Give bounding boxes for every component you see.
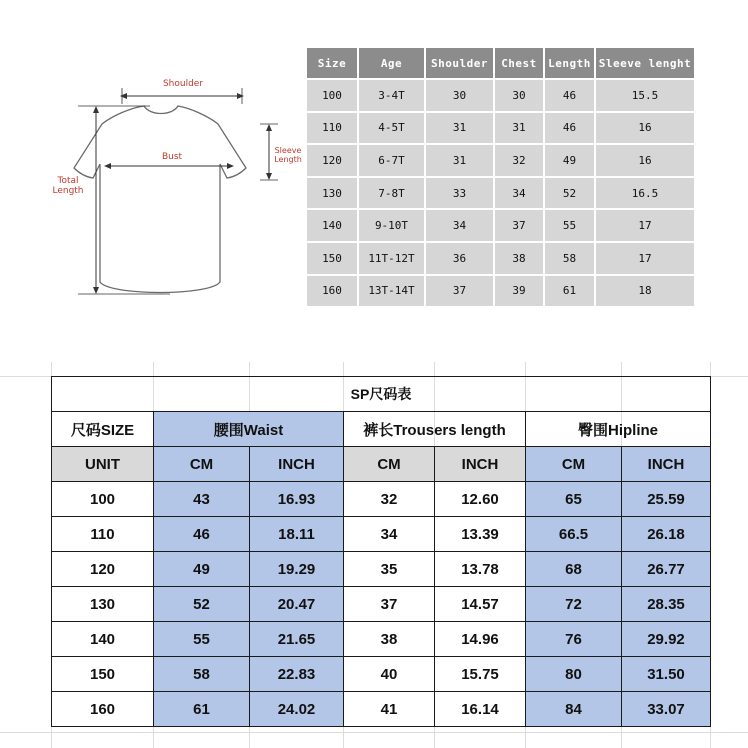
shoulder-label: Shoulder [162,79,204,89]
waist-cm-cell: 49 [154,552,250,587]
hip-cm-cell: 66.5 [526,517,622,552]
header-sleeve-length: Sleeve lenght [596,48,694,78]
bust-label: Bust [161,152,183,162]
age-cell: 11T-12T [359,243,424,274]
size-cell: 150 [52,657,154,692]
size-cell: 140 [52,622,154,657]
waist-inch-cell: 19.29 [250,552,344,587]
sp-size-table [51,376,711,727]
table-title-row [52,377,711,412]
chest-cell: 37 [495,210,543,241]
shoulder-cell: 36 [426,243,493,274]
age-cell: 6-7T [359,145,424,176]
size-cell: 120 [307,145,357,176]
table-row [307,113,694,144]
sleeve-label-line2: Length [274,155,302,164]
total-length-label-line2: Length [52,186,84,196]
trousers-cm-cell: 38 [344,622,435,657]
hip-group-header: 臀围Hipline [526,412,711,447]
header-length: Length [545,48,594,78]
unit-inch: INCH [435,447,526,482]
sleeve-cell: 17 [596,210,694,241]
sleeve-cell: 15.5 [596,80,694,111]
table-row [307,276,694,307]
header-shoulder: Shoulder [426,48,493,78]
shoulder-cell: 34 [426,210,493,241]
length-cell: 58 [545,243,594,274]
shoulder-cell: 33 [426,178,493,209]
trousers-cm-cell: 37 [344,587,435,622]
age-cell: 13T-14T [359,276,424,307]
waist-group-header: 腰围Waist [154,412,344,447]
hip-inch-cell: 26.18 [622,517,711,552]
size-cell: 160 [307,276,357,307]
size-cell: 100 [307,80,357,111]
waist-inch-cell: 16.93 [250,482,344,517]
length-cell: 46 [545,80,594,111]
chest-cell: 32 [495,145,543,176]
table-row [52,517,711,552]
length-cell: 55 [545,210,594,241]
hip-inch-cell: 33.07 [622,692,711,727]
table-row [52,552,711,587]
shoulder-cell: 37 [426,276,493,307]
size-cell: 140 [307,210,357,241]
shoulder-cell: 31 [426,145,493,176]
trousers-inch-cell: 12.60 [435,482,526,517]
table-row [307,145,694,176]
size-cell: 150 [307,243,357,274]
hip-cm-cell: 72 [526,587,622,622]
waist-inch-cell: 18.11 [250,517,344,552]
age-cell: 4-5T [359,113,424,144]
trousers-group-header: 裤长Trousers length [344,412,526,447]
table-row [52,587,711,622]
sleeve-cell: 16 [596,113,694,144]
length-cell: 52 [545,178,594,209]
unit-cm: CM [344,447,435,482]
shoulder-cell: 31 [426,113,493,144]
length-cell: 49 [545,145,594,176]
size-cell: 130 [307,178,357,209]
hip-cm-cell: 80 [526,657,622,692]
sleeve-cell: 17 [596,243,694,274]
length-cell: 46 [545,113,594,144]
table-row [307,178,694,209]
shoulder-cell: 30 [426,80,493,111]
size-cell: 160 [52,692,154,727]
hip-inch-cell: 26.77 [622,552,711,587]
table-row [52,622,711,657]
table-row [52,482,711,517]
group-header-row [52,412,711,447]
trousers-inch-cell: 13.39 [435,517,526,552]
chest-cell: 30 [495,80,543,111]
waist-cm-cell: 43 [154,482,250,517]
waist-inch-cell: 22.83 [250,657,344,692]
hip-inch-cell: 25.59 [622,482,711,517]
waist-cm-cell: 52 [154,587,250,622]
sleeve-label-line1: Sleeve [274,146,302,155]
trousers-cm-cell: 40 [344,657,435,692]
size-cell: 100 [52,482,154,517]
header-age: Age [359,48,424,78]
hip-cm-cell: 68 [526,552,622,587]
age-cell: 7-8T [359,178,424,209]
age-cell: 9-10T [359,210,424,241]
waist-cm-cell: 61 [154,692,250,727]
trousers-inch-cell: 14.96 [435,622,526,657]
age-cell: 3-4T [359,80,424,111]
hip-cm-cell: 65 [526,482,622,517]
kids-size-chart [305,46,696,308]
trousers-inch-cell: 16.14 [435,692,526,727]
table-title: SP尺码表 [52,377,711,412]
trousers-inch-cell: 13.78 [435,552,526,587]
hip-inch-cell: 31.50 [622,657,711,692]
table-row [52,692,711,727]
table-row [52,657,711,692]
size-group-header: 尺码SIZE [52,412,154,447]
table-row [307,243,694,274]
size-cell: 130 [52,587,154,622]
length-cell: 61 [545,276,594,307]
sleeve-cell: 16 [596,145,694,176]
waist-cm-cell: 55 [154,622,250,657]
grid-line [0,732,748,733]
waist-inch-cell: 20.47 [250,587,344,622]
waist-inch-cell: 21.65 [250,622,344,657]
sleeve-cell: 18 [596,276,694,307]
trousers-inch-cell: 14.57 [435,587,526,622]
tshirt-measurement-diagram [40,60,310,320]
trousers-cm-cell: 32 [344,482,435,517]
total-length-label-line1: Total [57,176,79,186]
waist-cm-cell: 46 [154,517,250,552]
unit-cm: CM [526,447,622,482]
unit-inch: INCH [622,447,711,482]
size-cell: 110 [307,113,357,144]
trousers-cm-cell: 35 [344,552,435,587]
spreadsheet-area [0,362,748,748]
hip-cm-cell: 84 [526,692,622,727]
hip-inch-cell: 28.35 [622,587,711,622]
table-row [307,210,694,241]
size-chart-header-row [307,48,694,78]
chest-cell: 38 [495,243,543,274]
waist-cm-cell: 58 [154,657,250,692]
trousers-cm-cell: 41 [344,692,435,727]
size-cell: 120 [52,552,154,587]
unit-row [52,447,711,482]
chest-cell: 39 [495,276,543,307]
size-cell: 110 [52,517,154,552]
unit-inch: INCH [250,447,344,482]
chest-cell: 31 [495,113,543,144]
table-row [307,80,694,111]
unit-header: UNIT [52,447,154,482]
hip-cm-cell: 76 [526,622,622,657]
waist-inch-cell: 24.02 [250,692,344,727]
trousers-inch-cell: 15.75 [435,657,526,692]
unit-cm: CM [154,447,250,482]
header-chest: Chest [495,48,543,78]
chest-cell: 34 [495,178,543,209]
sleeve-cell: 16.5 [596,178,694,209]
trousers-cm-cell: 34 [344,517,435,552]
hip-inch-cell: 29.92 [622,622,711,657]
header-size: Size [307,48,357,78]
